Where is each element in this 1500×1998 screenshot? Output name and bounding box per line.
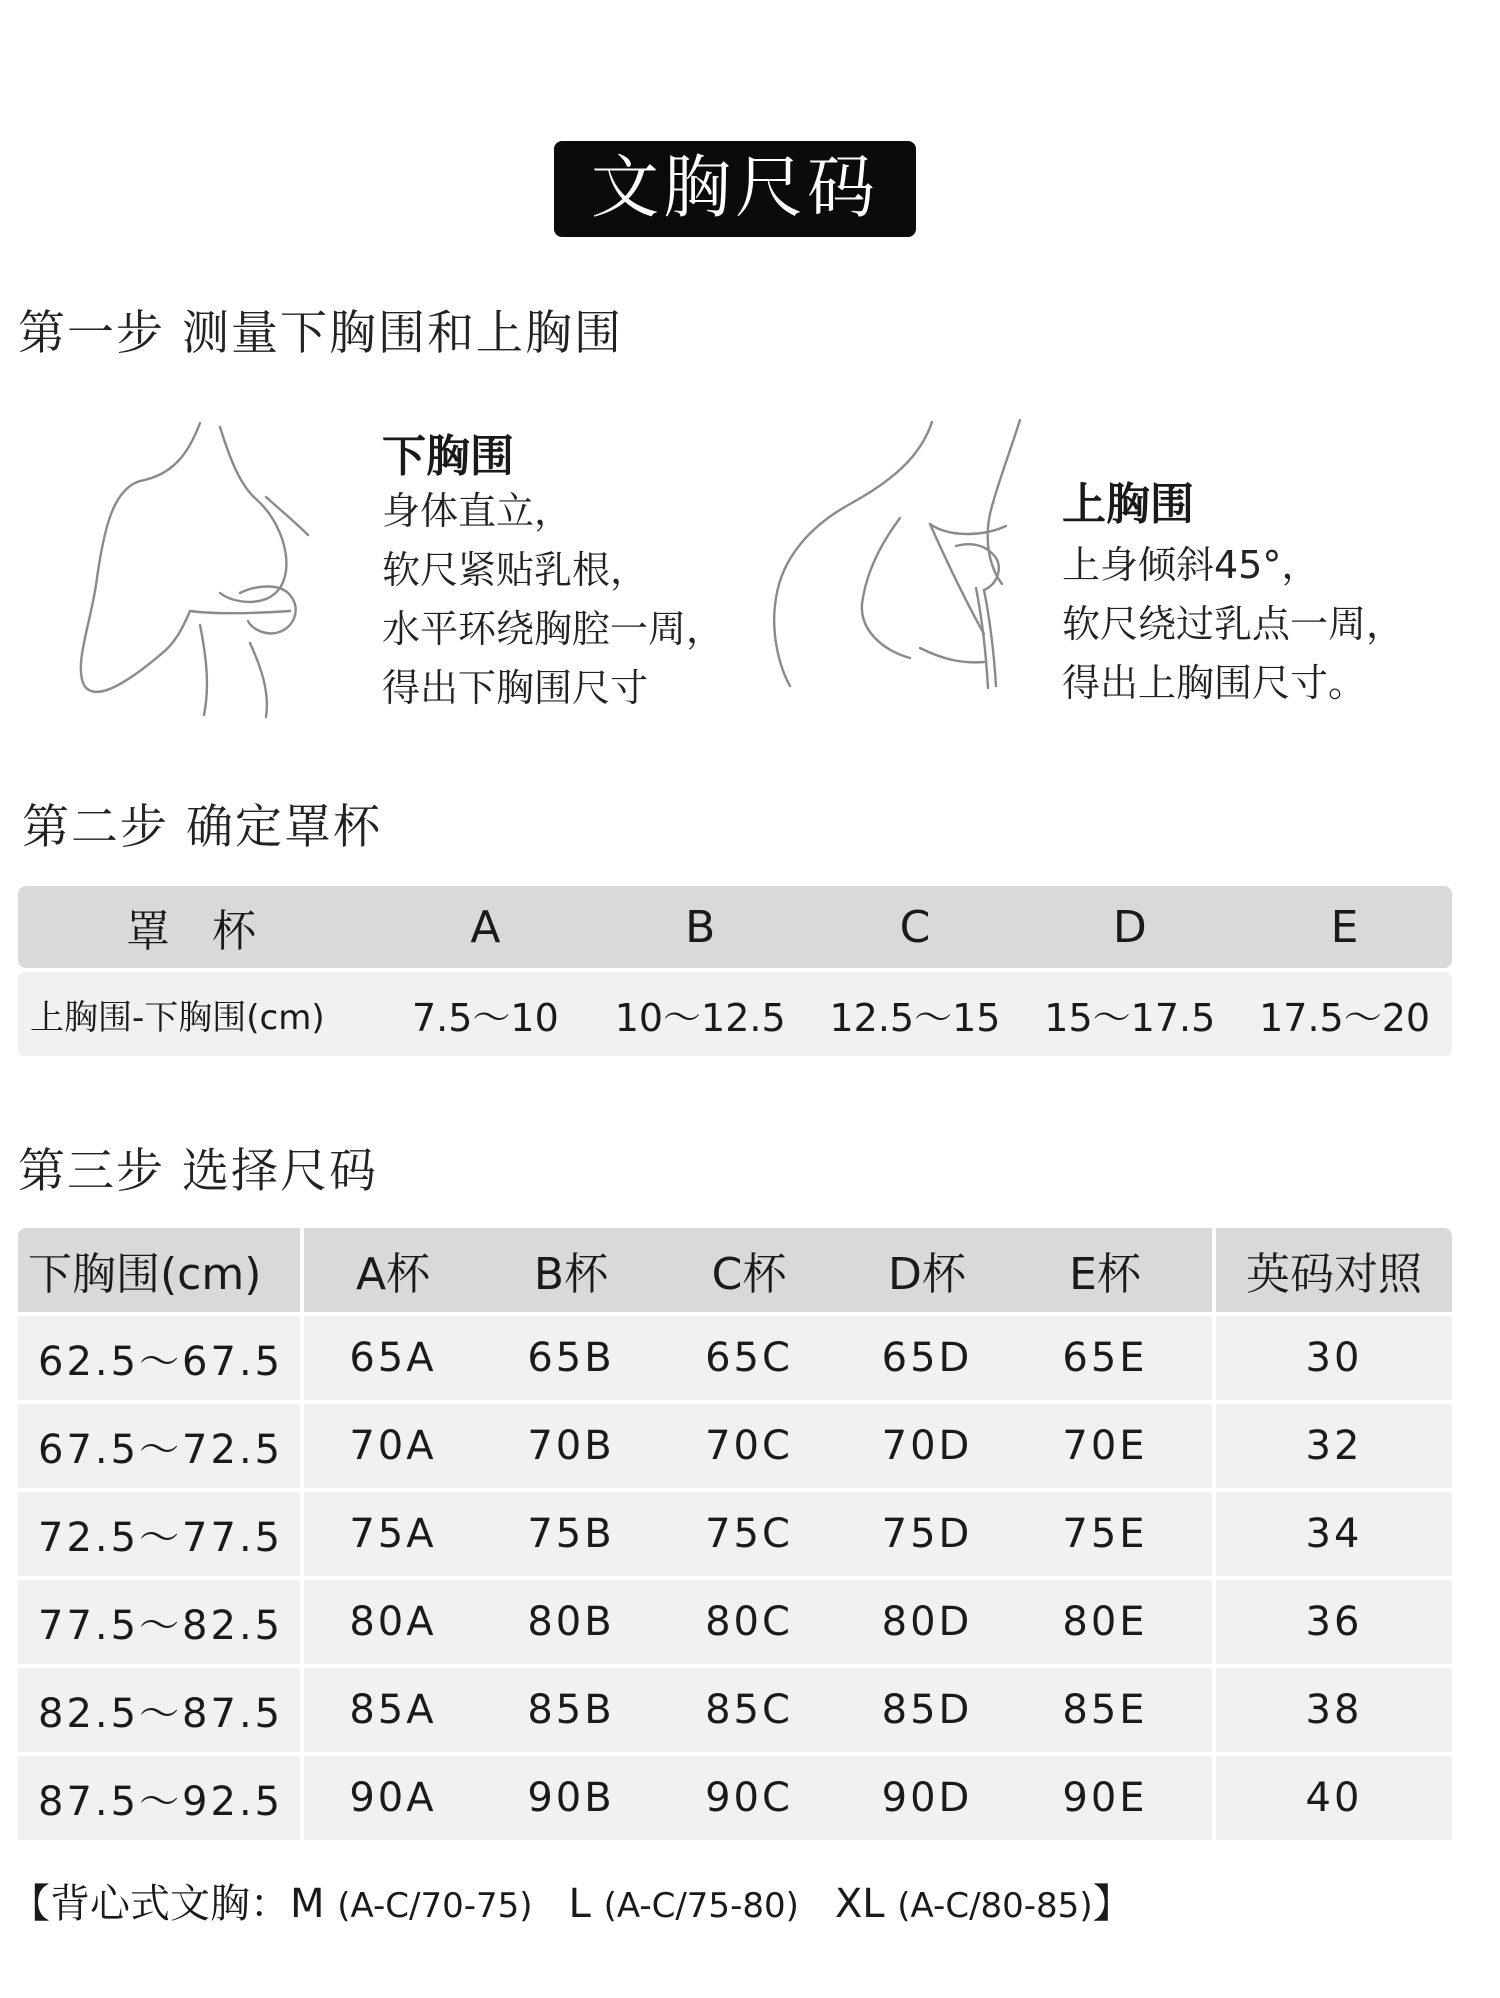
step2-heading: 第二步 确定罩杯 — [22, 800, 382, 855]
cup-header-a: A — [470, 901, 501, 953]
bracket-open: 【 — [10, 1881, 50, 1927]
cup-table-header — [18, 886, 1452, 968]
size-cell: 70E — [1062, 1423, 1148, 1469]
overbust-title: 上胸围 — [1062, 479, 1194, 530]
size-header-cup: E杯 — [1069, 1249, 1141, 1300]
size-l-range: (A-C/75-80) — [603, 1886, 799, 1926]
underbust-line: 水平环绕胸腔一周， — [382, 607, 725, 651]
cup-header-c: C — [899, 901, 931, 953]
size-cell: 65B — [527, 1335, 615, 1381]
size-cell: 70D — [881, 1423, 973, 1469]
step3-heading: 第三步 选择尺码 — [18, 1144, 378, 1199]
size-m: M — [290, 1881, 325, 1927]
size-l: L — [568, 1881, 591, 1927]
size-cell: 90B — [527, 1775, 615, 1821]
size-table — [18, 1228, 1452, 1844]
size-cell: 75A — [349, 1511, 437, 1557]
size-cell: 75C — [705, 1511, 793, 1557]
cup-row-label: 上胸围-下胸围(cm) — [30, 997, 325, 1038]
size-cell: 65D — [881, 1335, 973, 1381]
cup-header-d: D — [1112, 901, 1147, 953]
size-cell: 85A — [349, 1687, 437, 1733]
uk-size: 38 — [1216, 1668, 1452, 1752]
size-cell: 70A — [349, 1423, 437, 1469]
underbust-measure-illustration — [80, 415, 350, 720]
size-cell: 85E — [1062, 1687, 1148, 1733]
cup-diff-a: 7.5～10 — [412, 995, 559, 1040]
cup-header-label: 罩 杯 — [126, 906, 270, 957]
cup-header-e: E — [1330, 901, 1359, 953]
size-cell: 90D — [881, 1775, 973, 1821]
table-row — [18, 1668, 1452, 1752]
size-header-cups — [304, 1228, 1212, 1312]
uk-size: 40 — [1216, 1756, 1452, 1840]
underbust-line: 得出下胸围尺寸 — [382, 666, 649, 710]
overbust-measure-illustration — [770, 418, 1040, 708]
size-cell: 65E — [1062, 1335, 1148, 1381]
step1-heading: 第一步 测量下胸围和上胸围 — [18, 306, 623, 361]
underbust-line: 身体直立， — [382, 489, 573, 533]
size-cell: 80A — [349, 1599, 437, 1645]
size-cell: 70C — [705, 1423, 793, 1469]
page-title: 文胸尺码 — [554, 141, 916, 237]
size-cell: 90C — [705, 1775, 793, 1821]
band-range: 82.5～87.5 — [18, 1668, 300, 1752]
size-cell: 75D — [881, 1511, 973, 1557]
size-cell: 75E — [1062, 1511, 1148, 1557]
overbust-line: 软尺绕过乳点一周， — [1062, 602, 1405, 646]
uk-size: 30 — [1216, 1316, 1452, 1400]
cup-diff-e: 17.5～20 — [1259, 995, 1431, 1040]
size-cell: 65C — [705, 1335, 793, 1381]
size-cell: 80D — [881, 1599, 973, 1645]
size-header-cup: A杯 — [355, 1249, 431, 1300]
uk-size: 32 — [1216, 1404, 1452, 1488]
table-row — [18, 1756, 1452, 1840]
size-header-uk: 英码对照 — [1216, 1228, 1452, 1312]
size-cell: 85B — [527, 1687, 615, 1733]
underbust-line: 软尺紧贴乳根， — [382, 548, 649, 592]
table-row — [18, 1404, 1452, 1488]
cup-diff-c: 12.5～15 — [829, 995, 1001, 1040]
size-header-cup: B杯 — [533, 1249, 609, 1300]
band-range: 72.5～77.5 — [18, 1492, 300, 1576]
size-cells — [304, 1316, 1212, 1400]
band-range: 87.5～92.5 — [18, 1756, 300, 1840]
overbust-instructions — [1062, 536, 1404, 713]
size-cells — [304, 1668, 1212, 1752]
size-cell: 70B — [527, 1423, 615, 1469]
overbust-line: 上身倾斜45°， — [1062, 543, 1320, 587]
size-cell: 85C — [705, 1687, 793, 1733]
table-row — [18, 1316, 1452, 1400]
band-range: 62.5～67.5 — [18, 1316, 300, 1400]
size-header-cup: D杯 — [888, 1249, 966, 1300]
size-m-range: (A-C/70-75) — [337, 1886, 533, 1926]
table-row — [18, 1580, 1452, 1664]
underbust-instructions — [382, 482, 724, 718]
size-cell: 80C — [705, 1599, 793, 1645]
size-cell: 90A — [349, 1775, 437, 1821]
band-range: 67.5～72.5 — [18, 1404, 300, 1488]
size-xl: XL — [834, 1881, 885, 1927]
vest-bra-footnote — [10, 1872, 1133, 1929]
uk-size: 34 — [1216, 1492, 1452, 1576]
overbust-line: 得出上胸围尺寸。 — [1062, 661, 1367, 705]
size-cell: 80E — [1062, 1599, 1148, 1645]
size-cell: 65A — [349, 1335, 437, 1381]
underbust-title: 下胸围 — [382, 431, 514, 482]
size-header-band: 下胸围(cm) — [18, 1228, 300, 1312]
cup-diff-d: 15～17.5 — [1044, 995, 1216, 1040]
size-cells — [304, 1404, 1212, 1488]
size-cell: 90E — [1062, 1775, 1148, 1821]
cup-table — [18, 886, 1452, 1056]
size-table-header — [18, 1228, 1452, 1312]
size-cells — [304, 1756, 1212, 1840]
size-cell: 85D — [881, 1687, 973, 1733]
size-xl-range: (A-C/80-85) — [897, 1886, 1093, 1926]
size-cells — [304, 1492, 1212, 1576]
uk-size: 36 — [1216, 1580, 1452, 1664]
cup-table-row — [18, 972, 1452, 1056]
cup-header-b: B — [685, 901, 716, 953]
table-row — [18, 1492, 1452, 1576]
footnote-label: 背心式文胸： — [50, 1881, 290, 1927]
size-header-cup: C杯 — [711, 1249, 787, 1300]
size-cells — [304, 1580, 1212, 1664]
cup-diff-b: 10～12.5 — [614, 995, 786, 1040]
size-cell: 80B — [527, 1599, 615, 1645]
size-cell: 75B — [527, 1511, 615, 1557]
bracket-close: 】 — [1092, 1881, 1133, 1927]
band-range: 77.5～82.5 — [18, 1580, 300, 1664]
